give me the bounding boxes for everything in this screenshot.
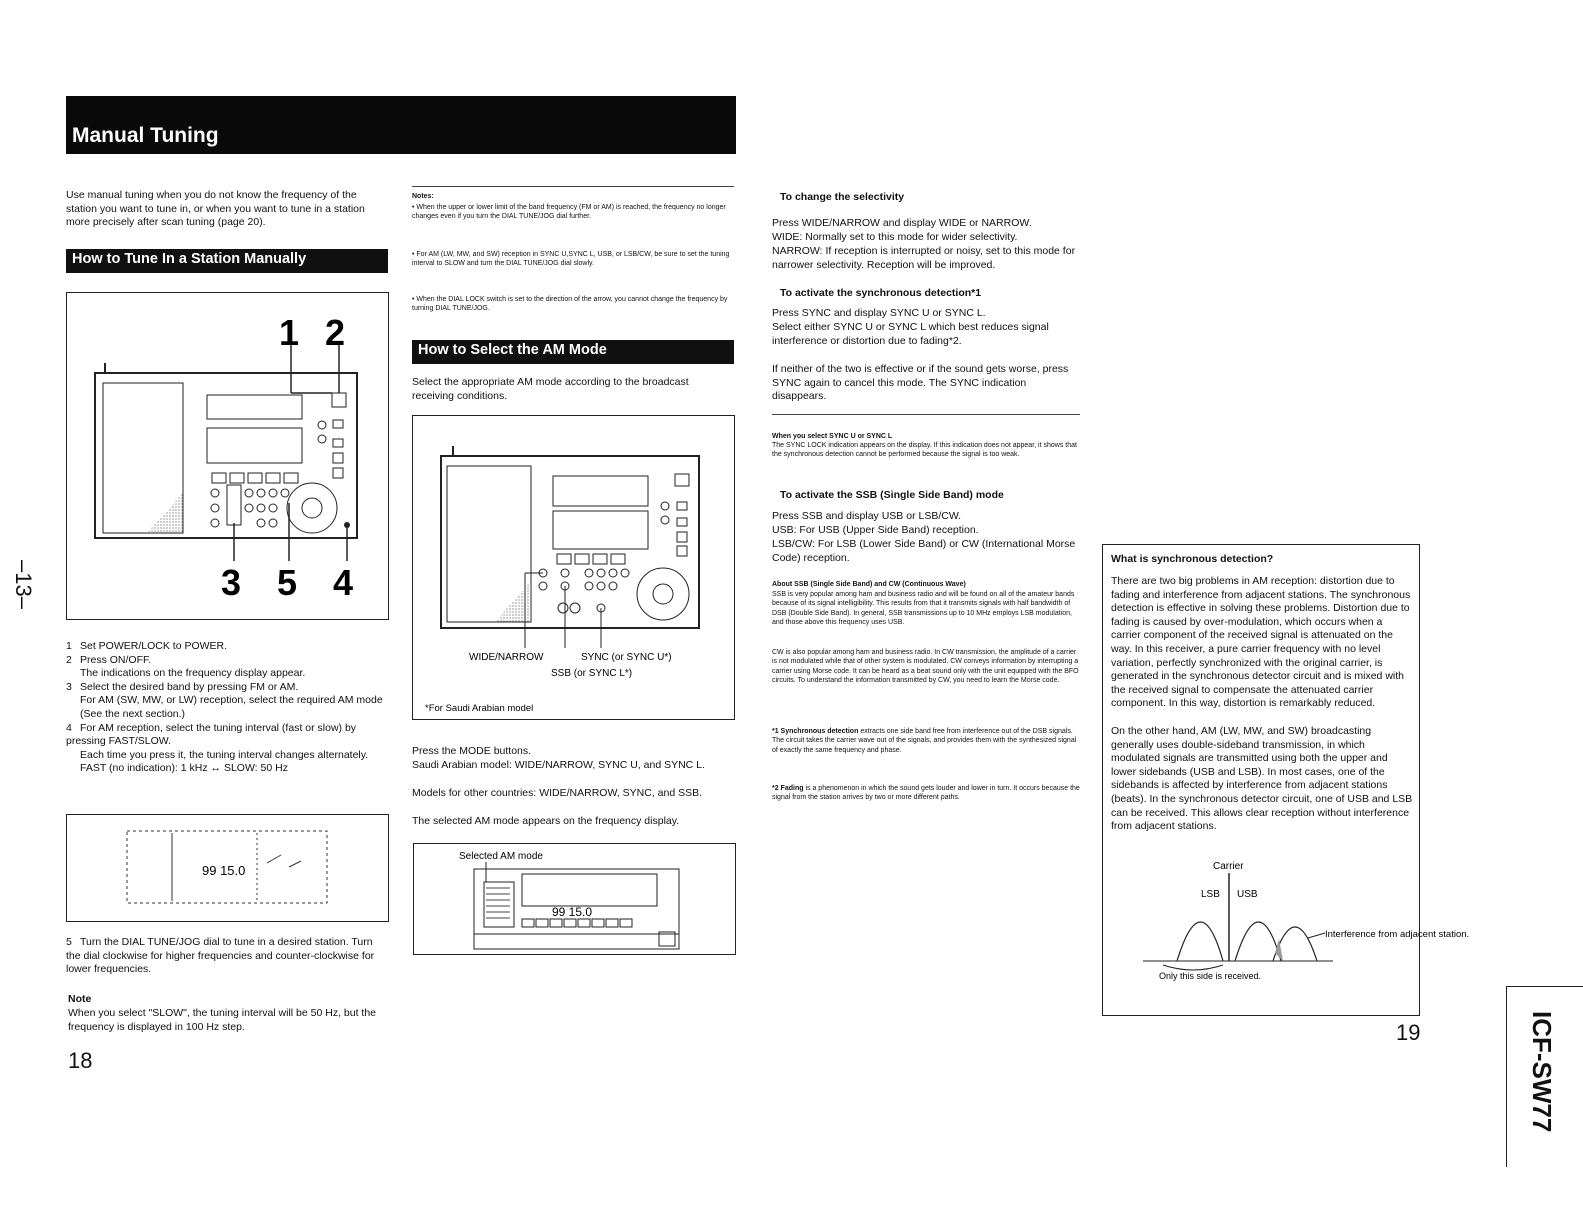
what-is-text-2: On the other hand, AM (LW, MW, and SW) broadcasting generally uses double-sideband transmission, in which modulated signals are transmitted using both the upper and lower sidebands (USB and LSB). In most cases, one of the sidebands is affected by interference from adjacent stations (beats). In the synchronous detector circuit, one of USB and LSB can be received. This allows clear reception without interference from adjacent stations.: [1111, 725, 1413, 833]
frequency-display: [67, 815, 388, 921]
ssb-line: Press SSB and display USB or LSB/CW.: [772, 510, 962, 522]
selected-mode-figure: [413, 843, 736, 955]
note-text: When you select "SLOW", the tuning interval will be 50 Hz, but the frequency is displayed in 100 Hz step.: [68, 1007, 377, 1033]
diagram-only-this-side: Only this side is received.: [1159, 971, 1262, 981]
radio-figure: [66, 292, 389, 620]
callout-4: 4: [333, 562, 354, 603]
steps-list: [66, 640, 390, 776]
selectivity-title: To change the selectivity: [780, 191, 905, 203]
notes-rule: [412, 186, 734, 187]
what-is-text: There are two big problems in AM reception: distortion due to fading and interference from adjacent stations. The synchronous detection is effective in solving these problems. Distortion due to fading is caused by over-modulation, which occurs when a carrier component of the received signal is attenuated on the way. In this receiver, a pure carrier frequency with no level variation, perfectly synchronized with the original carrier, is generated in the synchronous detector circuit and is mixed with the received signal to compensate the attenuated carrier component. In this way, distortion is remarkably reduced.: [1111, 575, 1411, 710]
ssb-about-text: SSB is very popular among ham and business radio and will be found on all of the amateur bands because of its signal intelligibility. This results from that it transmits signals with half bandwidth of DSB (Double Side Band). In general, SSB transmissions up to 10 MHz employs LSB modulation, and those above this frequency uses USB.: [772, 591, 1075, 627]
selectivity-line: NARROW: If reception is interrupted or noisy, set to this mode for narrower selectivity. Reception will be improved.: [772, 245, 1076, 271]
page-number-left: 18: [68, 1048, 93, 1073]
fig-note-saudi: *For Saudi Arabian model: [425, 703, 534, 714]
selected-mode-display: [414, 844, 735, 954]
intro-text: Use manual tuning when you do not know the frequency of the station you want to tune in, or when you want to tune in a station more precisely after scan tuning (page 20).: [66, 189, 365, 229]
display-figure: [66, 814, 389, 922]
label-ssb: SSB (or SYNC L*): [551, 668, 633, 679]
ssb-line: USB: For USB (Upper Side Band) reception.: [772, 524, 979, 536]
callout-5: 5: [277, 562, 298, 603]
sync-line: If neither of the two is effective or if the sound gets worse, press SYNC again to cancel this mode. The SYNC indication disappears.: [772, 363, 1069, 403]
am-mode-figure: [412, 415, 735, 720]
note-item: • When the DIAL LOCK switch is set to the direction of the arrow, you cannot change the frequency by turning DIAL TUNE/JOG.: [412, 296, 728, 313]
ssb-about-title: About SSB (Single Side Band) and CW (Continuous Wave): [772, 581, 966, 588]
sync-rule: [772, 414, 1080, 415]
selected-mode: The selected AM mode appears on the frequency display.: [412, 815, 680, 827]
diagram-carrier: Carrier: [1213, 861, 1244, 872]
what-is-box: [1102, 544, 1470, 1016]
section-title-manual: How to Tune In a Station Manually: [66, 249, 388, 273]
step-item: 3 Select the desired band by pressing FM or AM. For AM (SW, MW, or LW) reception, select the required AM mode (See the next section.): [66, 680, 383, 720]
am-intro: Select the appropriate AM mode according to the broadcast receiving conditions.: [412, 376, 689, 402]
diagram-lsb: LSB: [1201, 889, 1220, 900]
note-item: • For AM (LW, MW, and SW) reception in SYNC U,SYNC L, USB, or LSB/CW, be sure to set the tuning interval to SLOW and turn the DIAL TUNE/JOG dial slowly.: [412, 251, 730, 268]
selected-display-frequency: 99 15.0: [552, 905, 593, 919]
callout-1: 1: [279, 312, 300, 353]
model-name: ICF-SW77: [1527, 1011, 1557, 1133]
section-title-am-mode: How to Select the AM Mode: [412, 340, 734, 364]
footnote-1: *1 Synchronous detection extracts one side band free from interference out of the DSB signals. The circuit takes the carrier wave out of the signals, and provides them with the synthesized signal of exactly the same frequency and phase.: [772, 728, 1077, 754]
sync-small-text: The SYNC LOCK indication appears on the display. If this indication does not appear, it shows that the synchronous detection cannot be performed because the signal is too weak.: [772, 442, 1077, 459]
what-is-title: What is synchronous detection?: [1111, 553, 1274, 565]
step-item: 2 Press ON/OFF. The indications on the frequency display appear.: [66, 653, 306, 680]
step-item: 4 For AM reception, select the tuning interval (fast or slow) by pressing FAST/SLOW. Each time you press it, the tuning interval changes alternately. FAST (no indication): 1 kHz ↔ SLOW: 50 Hz: [66, 721, 369, 775]
other-models: Models for other countries: WIDE/NARROW, SYNC, and SSB.: [412, 787, 703, 799]
ssb-title: To activate the SSB (Single Side Band) mode: [780, 489, 1004, 501]
step-item: 1 Set POWER/LOCK to POWER.: [66, 640, 228, 652]
step-5: 5 Turn the DIAL TUNE/JOG dial to tune in a desired station. Turn the dial clockwise for higher frequencies and counter-clockwise for lower frequencies.: [66, 936, 375, 976]
diagram-interference: Interference from adjacent station.: [1325, 929, 1470, 940]
sync-line: Press SYNC and display SYNC U or SYNC L.: [772, 307, 986, 319]
model-tab: [1506, 986, 1583, 1167]
callout-2: 2: [325, 312, 346, 353]
sideband-diagram: [1103, 853, 1470, 1013]
sync-line: Select either SYNC U or SYNC L which best reduces signal interference or distortion due to fading*2.: [772, 321, 1049, 347]
callout-3: 3: [221, 562, 242, 603]
page-title: Manual Tuning: [72, 124, 219, 147]
display-frequency: 99 15.0: [202, 863, 246, 878]
label-wide-narrow: WIDE/NARROW: [469, 652, 544, 663]
notes-title: Notes:: [412, 193, 434, 200]
side-page-marker: [10, 560, 36, 650]
ssb-cw-text: CW is also popular among ham and business radio. In CW transmission, the amplitude of a carrier is not modulated while that of other system is modulated. CW conveys information by interrupting a carrier using Morse code. It can be heard as a beat sound only with the unit equipped with the BFO circuits. To understand the information transmitted by CW, you need to learn the Morse code.: [772, 649, 1079, 685]
am-mode-illustration: [413, 416, 734, 719]
sync-title: To activate the synchronous detection*1: [780, 287, 982, 299]
selected-mode-label: Selected AM mode: [459, 851, 543, 862]
page-number-right: 19: [1396, 1020, 1421, 1045]
note-title: Note: [68, 993, 92, 1005]
diagram-usb: USB: [1237, 889, 1258, 900]
side-page-number: –13–: [11, 560, 36, 609]
press-mode: Press the MODE buttons.: [412, 745, 532, 757]
sync-small-title: When you select SYNC U or SYNC L: [772, 433, 893, 440]
footnote-2: *2 Fading is a phenomenon in which the sound gets louder and lower in turn. It occurs because the signal from the station arrives by two or more different paths.: [772, 785, 1080, 802]
ssb-line: LSB/CW: For LSB (Lower Side Band) or CW (International Morse Code) reception.: [772, 538, 1076, 564]
selectivity-line: WIDE: Normally set to this mode for wider selectivity.: [772, 231, 1018, 243]
radio-illustration: [67, 293, 388, 619]
selectivity-line: Press WIDE/NARROW and display WIDE or NARROW.: [772, 217, 1032, 229]
label-sync: SYNC (or SYNC U*): [581, 652, 672, 663]
saudi-model: Saudi Arabian model: WIDE/NARROW, SYNC U, and SYNC L.: [412, 759, 705, 771]
note-item: • When the upper or lower limit of the band frequency (FM or AM) is reached, the frequency no longer changes even if you turn the DIAL TUNE/JOG dial further.: [412, 204, 726, 221]
